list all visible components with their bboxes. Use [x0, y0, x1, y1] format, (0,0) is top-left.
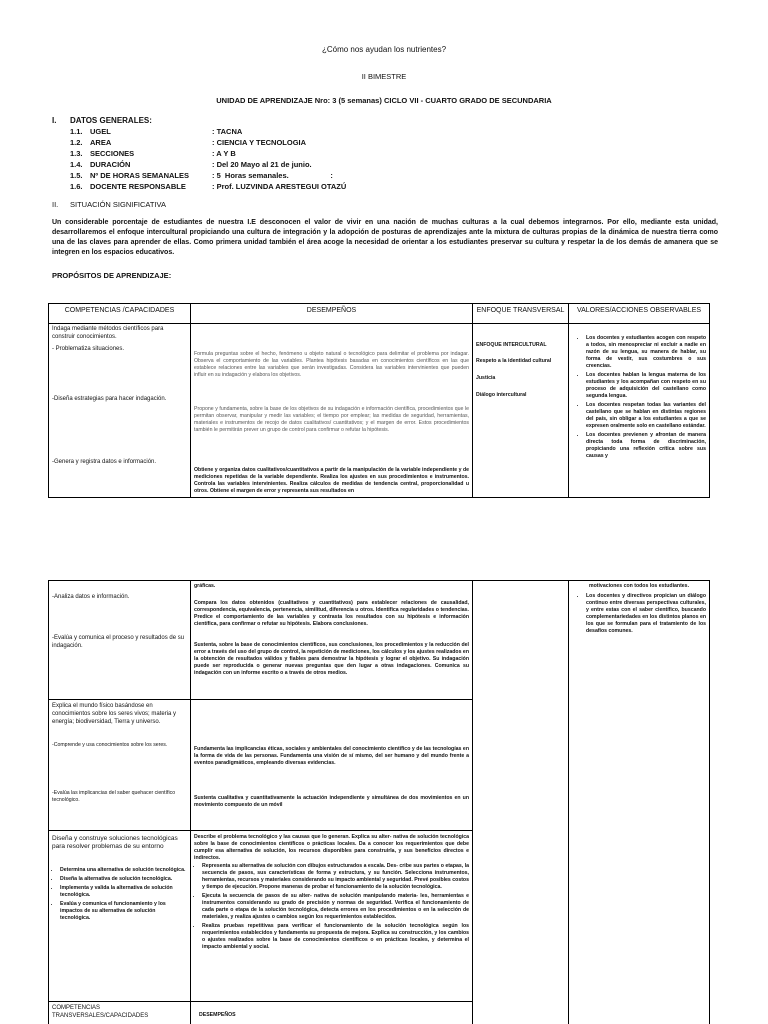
dato-value: : Prof. LUZVINDA ARESTEGUI OTAZÚ — [212, 182, 347, 191]
comp-disena-construye: Diseña y construye soluciones tecnológicas para resolver problemas de su entorno — [52, 835, 178, 851]
desemp-diseno-list — [191, 832, 472, 1002]
valor-item: • Los docentes y directivos propician un diálogo continuo entre diversas perspectivas culturales, y entre estas con el saber científico, buscando complementariedades en los distintos planos en los que se formulan para el tratamiento de los desafíos comunes. — [586, 593, 706, 635]
desemp-obtiene: Obtiene y organiza datos cualitativos/cuantitativos a partir de la manipulación de la variable independiente y de mediciones repetidas de la variable dependiente. Realiza los ajustes en sus procedimientos e instrumentos. Controla las variables intervinientes. Realiza cálculos de medidas de tendencia central, proporcionalidad u otros. Obtiene el margen de error y representa sus resultados en — [194, 467, 470, 495]
cap-problematiza: - Problematiza situaciones. — [52, 346, 125, 352]
dato-label: SECCIONES — [90, 149, 135, 158]
cap-disena-item: • Diseña la alternativa de solución tecnológica. — [60, 876, 187, 883]
cap-genera: -Genera y registra datos e información. — [52, 459, 157, 465]
header-valores: VALORES/ACCIONES OBSERVABLES — [576, 307, 702, 314]
header-enfoque: ENFOQUE TRANSVERSAL — [476, 307, 565, 314]
header-desempenos: DESEMPEÑOS — [306, 307, 357, 314]
valor-item: • Los docentes hablan la lengua materna de los estudiantes y los acompañan con respeto en su proceso de adquisición del castellano como segunda lengua. — [586, 372, 706, 400]
dato-label: Nº DE HORAS SEMANALES — [90, 171, 189, 180]
desemp-diseno-item: • Representa su alternativa de solución con dibujos estructurados a escala. Des- cribe sus partes o etapas, la secuencia de pasos, sus características de forma y estructura, y su función. Selecciona instrumentos, herramientas, recursos y materiales considerando su impacto ambiental y seguridad. Prevé posibles costos y tiempo de ejecución. Propone maneras de probar el funcionamiento de la solución tecnológica. — [202, 863, 469, 891]
dato-num: 1.3. — [70, 149, 83, 158]
dato-value: : A Y B — [212, 149, 236, 158]
dato-label: DURACIÓN — [90, 160, 131, 169]
section1-num: I. — [52, 116, 57, 125]
dato-label: DOCENTE RESPONSABLE — [90, 182, 186, 191]
dato-value: : TACNA — [212, 127, 243, 136]
cap-disena-item: • Evalúa y comunica el funcionamiento y los impactos de su alternativa de solución tecnológica. — [60, 901, 187, 922]
cap-disena-list — [49, 865, 190, 965]
desemp-fundamenta: Fundamenta las implicancias éticas, sociales y ambientales del conocimiento científico y de las tecnologías en la forma de vida de las personas. Fundamenta una visión de sí mismo, del ser humano y del mundo frente a eventos paradigmáticos, empleando diversas evidencias. — [194, 746, 469, 767]
cap-comprende: -Comprende y usa conocimientos sobre los seres. — [52, 742, 168, 748]
valores-list-2 — [569, 591, 709, 661]
section2-num: II. — [52, 200, 59, 209]
section1-title: DATOS GENERALES: — [70, 116, 152, 125]
cap-disena-item: • Implementa y valida la alternativa de solución tecnológica. — [60, 885, 187, 899]
section2-title: SITUACIÓN SIGNIFICATIVA — [70, 200, 166, 209]
desemp-propone: Propone y fundamenta, sobre la base de los objetivos de su indagación e información científica, procedimientos que le permitan observar, manipular y medir las variables; el tiempo por emplear; las medidas de seguridad, herramientas, materiales e instrumentos de recojo de datos cualitativos/ cuantitativos; y el margen de error. Estos procedimientos también le permitirán prever un grupo de control para confirmar o refutar la hipótesis. — [194, 406, 469, 434]
comp-indaga: Indaga mediante métodos científicos para construir conocimientos. — [52, 326, 164, 340]
cap-evalua: -Evalúa y comunica el proceso y resultados de su indagación. — [52, 635, 185, 649]
situacion-paragraph: Un considerable porcentaje de estudiantes de nuestra I.E desconocen el valor de vivir en una nación de muchas culturas a la cual debemos integrarnos. Por ello, mediante esta unidad, desarrollaremos el enfoque intercultural propiciando una cultura de integración y la adopción de posturas de aprendizajes ante la mixtura de culturas propias de la dinámica de nuestra tierra como una de las claves para aprender de ellas. Como primera unidad también el área acoge la necesidad de orientar a los estudiantes preservar su cultura y respetar la de los demás de amanera que se integren en los espacios educativos. — [52, 219, 718, 257]
desemp-compara: Compara los datos obtenidos (cualitativos y cuantitativos) para establecer relaciones de causalidad, correspondencia, equivalencia, pertenencia, similitud, diferencia u otros. Identifica regularidades o tendencias. Predice el comportamiento de las variables y contrasta los resultados con su hipótesis e información científica, para confirmar o refutar su hipótesis. Elabora conclusiones. — [194, 600, 469, 628]
valor-item: • Los docentes y estudiantes acogen con respeto a todos, sin menospreciar ni excluir a nadie en razón de su lengua, su manera de hablar, su forma de vestir, sus costumbres o sus creencias. — [586, 335, 706, 370]
cap-evalua-implicancias: -Evalúa las implicancias del saber quehacer científico tecnológico. — [52, 790, 176, 804]
desemp-diseno-item: • Realiza pruebas repetitivas para verificar el funcionamiento de la solución tecnológica según los requerimientos establecidos y fundamenta su propuesta de mejora. Explica su construcción, y los cambios o ajustes realizados sobre la base de conocimientos científicos o en prácticas locales, y determina el impacto ambiental y social. — [202, 923, 469, 951]
valor-item: • Los docentes previenen y afrontan de manera directa toda forma de discriminación, propiciando una reflexión crítica sobre sus causas y — [586, 432, 706, 460]
cap-disena-item: • Determina una alternativa de solución tecnológica. — [60, 867, 187, 874]
cap-analiza: -Analiza datos e información. — [52, 594, 130, 600]
bimestre: II BIMESTRE — [361, 72, 407, 81]
enfoque-intercultural: ENFOQUE INTERCULTURAL — [476, 342, 547, 348]
dato-value: : Del 20 Mayo al 21 de junio. — [212, 160, 312, 169]
page-title: ¿Cómo nos ayudan los nutrientes? — [321, 45, 447, 54]
desemp-sustenta-movimiento: Sustenta cualitativa y cuantitativamente la actuación independiente y simultánea de dos movimientos en un movimiento compuesto de un móvil — [194, 795, 469, 809]
desemp-continuacion: gráficas. — [194, 583, 216, 589]
dato-num: 1.6. — [70, 182, 83, 191]
valores-list — [569, 333, 709, 497]
desempenos-label: DESEMPEÑOS — [199, 1012, 236, 1018]
dato-num: 1.1. — [70, 127, 83, 136]
desemp-diseno-item: • Ejecuta la secuencia de pasos de su alter- nativa de solución manipulando materia- les, herramientas e instrumentos considerando su grado de precisión y normas de seguridad. Verifica el funcionamiento de cada parte o etapa de la solución tecnológica, detecta errores en los procedimientos o en la selección de materiales, y realiza ajustes o cambios según los requerimientos establecidos. — [202, 893, 469, 921]
dato-label: AREA — [90, 138, 112, 147]
dato-num: 1.5. — [70, 171, 83, 180]
enfoque-justicia: Justicia — [476, 375, 496, 381]
desemp-formula: Formula preguntas sobre el hecho, fenómeno u objeto natural o tecnológico para delimitar el problema por indagar. Observa el comportamiento de las variables. Plantea hipótesis basadas en conocimientos científicos en las que establece relaciones entre las variables que serán investigadas. Considera las variables intervinientes que pueden influir en su indagación y elabora los objetivos. — [194, 351, 469, 379]
comp-explica: Explica el mundo físico basándose en conocimientos sobre los seres vivos; materia y energía; biodiversidad, Tierra y universo. — [52, 703, 177, 725]
header-competencias: COMPETENCIAS /CAPACIDADES — [64, 307, 175, 314]
dato-num: 1.2. — [70, 138, 83, 147]
dato-value: : CIENCIA Y TECNOLOGIA — [212, 138, 307, 147]
valores-continuacion: motivaciones con todos los estudiantes. — [588, 583, 690, 589]
desemp-describe: Describe el problema tecnológico y las causas que lo generan. Explica su alter- nativa de solución tecnológica sobre la base de conocimientos científicos o prácticas locales. Da a conocer los requerimientos que debe cumplir esa alternativa de solución, los recursos disponibles para construirla, y sus beneficios directos e indirectos. — [194, 834, 469, 862]
dato-label: UGEL — [90, 127, 111, 136]
comp-transversales: COMPETENCIAS TRANSVERSALES/CAPACIDADES — [52, 1005, 149, 1019]
enfoque-respeto: Respeto a la identidad cultural — [476, 358, 552, 364]
propositos-heading: PROPÓSITOS DE APRENDIZAJE: — [52, 271, 172, 280]
unidad-heading: UNIDAD DE APRENDIZAJE Nro: 3 (5 semanas) CICLO VII - CUARTO GRADO DE SECUNDARIA — [216, 96, 552, 105]
dato-num: 1.4. — [70, 160, 83, 169]
dato-value: : 5 Horas semanales. : — [212, 171, 333, 180]
enfoque-dialogo: Diálogo intercultural — [476, 392, 527, 398]
cap-disena: -Diseña estrategias para hacer indagación. — [52, 396, 167, 402]
valor-item: • Los docentes respetan todas las variantes del castellano que se hablan en distintas regiones del país, sin obligar a los estudiantes a que se expresen oralmente solo en castellano estándar. — [586, 402, 706, 430]
desemp-sustenta: Sustenta, sobre la base de conocimientos científicos, sus conclusiones, los procedimientos y la reducción del error a través del uso del grupo de control, la repetición de mediciones, los cálculos y los ajustes realizados en la obtención de resultados válidos y fiables para demostrar la hipótesis y lograr el objetivo. Su indagación puede ser reproducida o generar nuevas preguntas que den lugar a otras indagaciones. Comunica su indagación con un informe escrito o a través de otros medios. — [194, 642, 469, 677]
